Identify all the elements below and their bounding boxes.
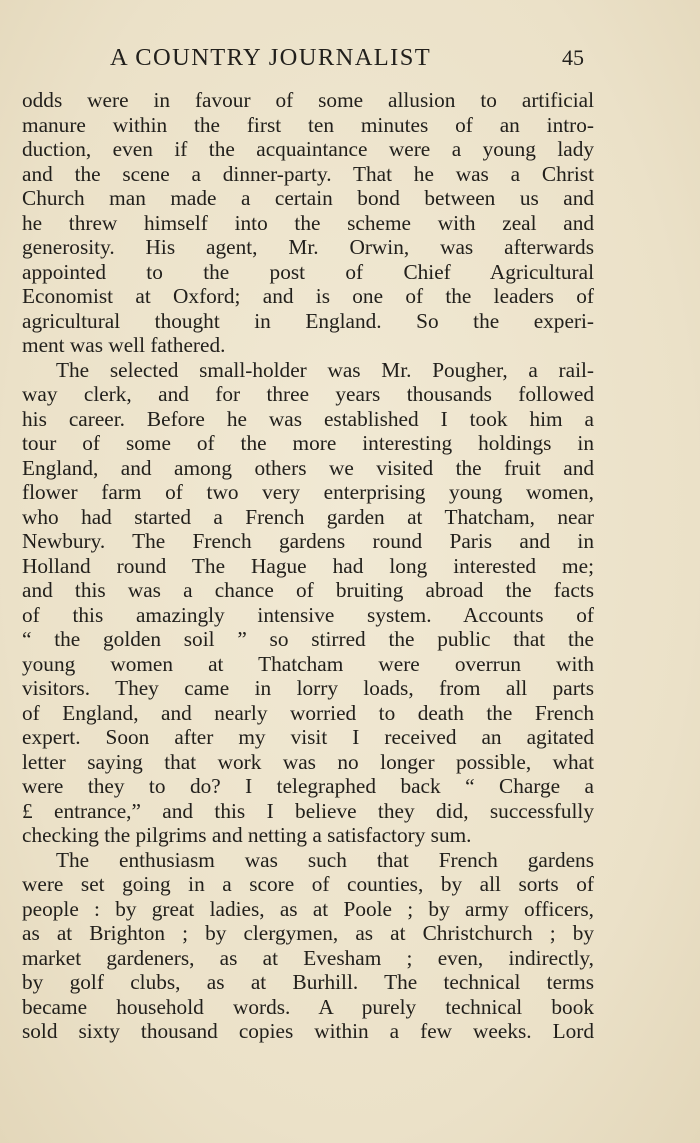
text-line: Holland round The Hague had long interested me; xyxy=(22,553,594,578)
text-line: England, and among others we visited the fruit and xyxy=(22,455,594,480)
body-text xyxy=(22,88,594,1044)
text-line: generosity. His agent, Mr. Orwin, was afterwards xyxy=(22,235,594,259)
text-line: by golf clubs, as at Burhill. The technical terms xyxy=(22,970,594,994)
text-line: were they to do? I telegraphed back “ Charge a xyxy=(22,774,594,798)
text-line: duction, even if the acquaintance were a young lady xyxy=(22,137,594,161)
text-line: young women at Thatcham were overrun with xyxy=(22,651,594,676)
paragraph-first-line: The enthusiasm was such that French gardens xyxy=(56,847,594,872)
text-line: letter saying that work was no longer possible, what xyxy=(22,749,594,774)
text-line: market gardeners, as at Evesham ; even, indirectly, xyxy=(22,945,594,970)
running-head xyxy=(22,41,594,75)
text-line: visitors. They came in lorry loads, from all parts xyxy=(22,676,594,700)
text-line: sold sixty thousand copies within a few weeks. Lord xyxy=(22,1019,594,1043)
running-title: A COUNTRY JOURNALIST xyxy=(110,44,432,71)
text-line: became household words. A purely technical book xyxy=(22,994,594,1019)
text-line: manure within the first ten minutes of an intro- xyxy=(22,112,594,137)
text-line: were set going in a score of counties, by all sorts of xyxy=(22,872,594,896)
text-line: Newbury. The French gardens round Paris and in xyxy=(22,529,594,553)
page-number: 45 xyxy=(562,45,584,70)
text-line: of England, and nearly worried to death the French xyxy=(22,700,594,725)
text-line: and this was a chance of bruiting abroad the facts xyxy=(22,578,594,602)
text-line: way clerk, and for three years thousands followed xyxy=(22,382,594,406)
text-line: Church man made a certain bond between us and xyxy=(22,186,594,210)
text-line: people : by great ladies, as at Poole ; by army officers, xyxy=(22,896,594,921)
text-line: as at Brighton ; by clergymen, as at Christchurch ; by xyxy=(22,921,594,945)
text-line: “ the golden soil ” so stirred the public that the xyxy=(22,627,594,651)
text-line: tour of some of the more interesting holdings in xyxy=(22,431,594,455)
text-line: of this amazingly intensive system. Accounts of xyxy=(22,602,594,627)
paragraph-first-line: The selected small-holder was Mr. Pougher, a rail- xyxy=(56,357,594,382)
text-line: Economist at Oxford; and is one of the leaders of xyxy=(22,284,594,308)
text-line: he threw himself into the scheme with zeal and xyxy=(22,210,594,235)
text-line: his career. Before he was established I took him a xyxy=(22,406,594,431)
text-line: appointed to the post of Chief Agricultural xyxy=(22,259,594,284)
text-line: £ entrance,” and this I believe they did, successfully xyxy=(22,798,594,823)
text-line: expert. Soon after my visit I received an agitated xyxy=(22,725,594,749)
text-line: flower farm of two very enterprising young women, xyxy=(22,480,594,504)
text-line: checking the pilgrims and netting a satisfactory sum. xyxy=(22,823,472,847)
text-line: odds were in favour of some allusion to artificial xyxy=(22,88,594,112)
text-line: ment was well fathered. xyxy=(22,333,226,357)
text-line: who had started a French garden at Thatcham, near xyxy=(22,504,594,529)
text-line: agricultural thought in England. So the experi- xyxy=(22,308,594,333)
text-line: and the scene a dinner-party. That he was a Christ xyxy=(22,161,594,186)
